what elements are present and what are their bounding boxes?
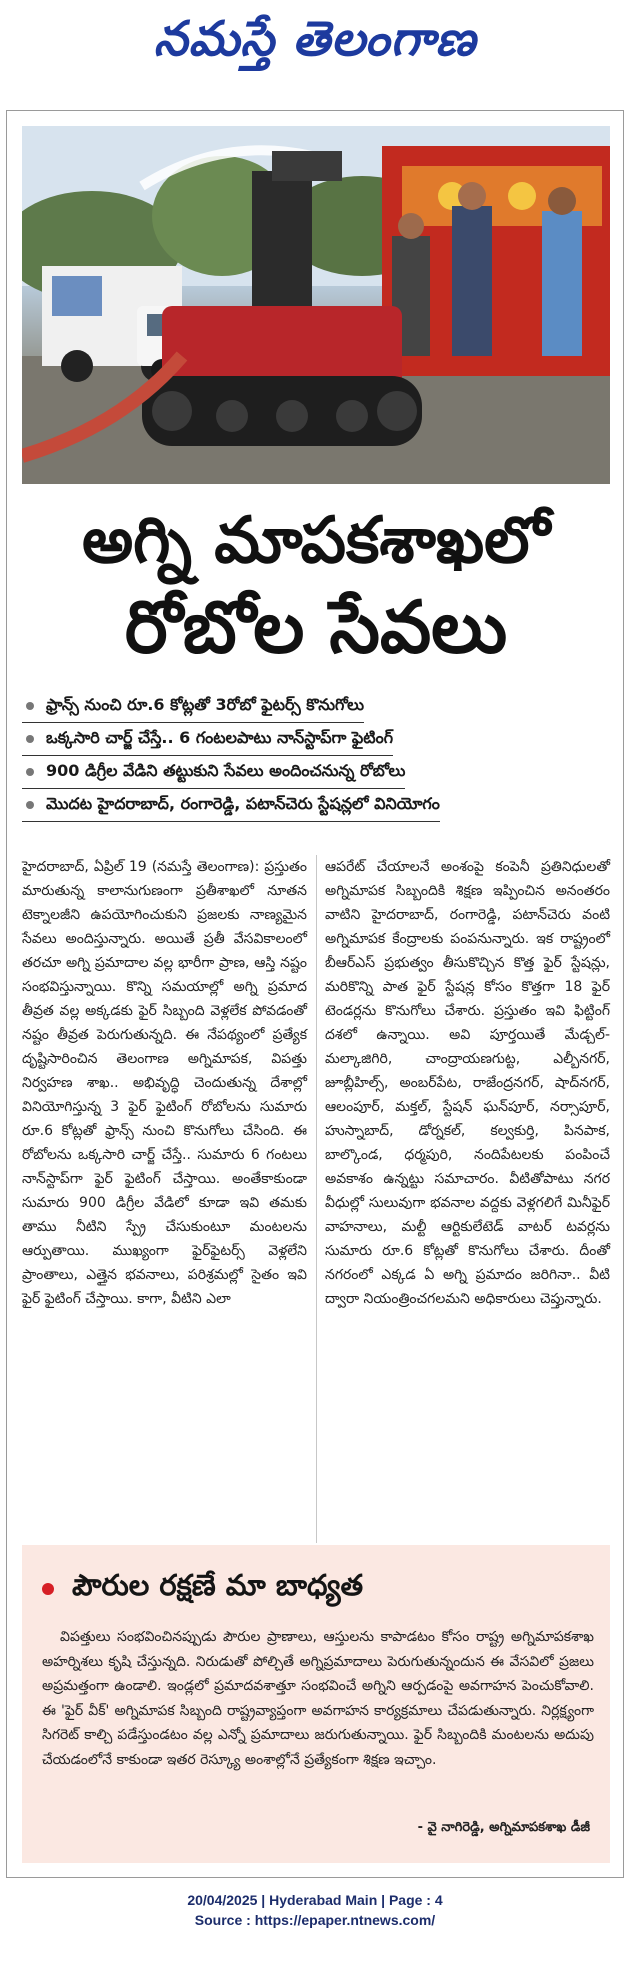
highlight-bullets bbox=[22, 690, 610, 822]
footer-source-link[interactable]: Source : https://epaper.ntnews.com/ bbox=[194, 1912, 436, 1928]
headline-line-1: అగ్ని మాపకశాఖలో bbox=[81, 503, 551, 578]
robot-photo-illustration bbox=[22, 126, 610, 484]
bullet-text: ఫ్రాన్స్ నుంచి రూ.6 కోట్లతో 3రోబో ఫైటర్స్ కొనుగోలు bbox=[46, 694, 365, 714]
news-photo bbox=[22, 126, 610, 484]
bullet-item bbox=[22, 690, 364, 723]
sidebar-heading bbox=[42, 1565, 363, 1613]
bullet-dot-icon bbox=[26, 735, 34, 743]
bullet-text: 900 డిగ్రీల వేడిని తట్టుకుని సేవలు అందించనున్న రోబోలు bbox=[46, 760, 406, 780]
article-column-1: హైదరాబాద్, ఏప్రిల్ 19 (నమస్తే తెలంగాణ): ప్రస్తుతం మారుతున్న కాలానుగుణంగా ప్రతీశాఖలో నూతన టెక్నాలజీని ఉపయోగించుకుని ప్రజలకు నాణ్యమైన సేవలు అందిస్తున్నారు. అయితే ప్రతీ వేసవికాలంలో తరచూ అగ్ని ప్రమాదాల వల్ల భారీగా ప్రాణ, ఆస్తి నష్టం సంభవిస్తున్నాయి. కొన్ని సమయాల్లో అగ్ని ప్రమాద తీవ్రత వల్ల అక్కడకు ఫైర్ సిబ్బంది వెళ్లలేక పోవడంతో నష్టం తీవ్రత పెరుగుతున్నది. ఈ నేపథ్యంలో ప్రత్యేక దృష్టిసారించిన తెలంగాణ అగ్నిమాపక, విపత్తు నిర్వహణ శాఖ.. అభివృద్ధి చెందుతున్న దేశాల్లో వినియోగిస్తున్న 3 ఫైర్ ఫైటింగ్ రోబోలను సుమారు రూ.6 కోట్లతో ఫ్రాన్స్ నుంచి కొనుగోలు చేసింది. ఈ రోబోలను ఒక్కసారి చార్జ్ చేస్తే.. సుమారు 6 గంటలు నాన్‌స్టాప్‌గా ఫైర్ ఫైటింగ్ చేస్తాయి. అంతేకాకుండా సుమారు 900 డిగ్రీల వేడిలో కూడా ఇవి తమకు తాము నీటిని స్ప్రే చేసుకుంటూ మంటలను ఆర్పుతాయి. ముఖ్యంగా ఫైర్‌ఫైటర్స్ వెళ్లలేని ప్రాంతాలు, ఎత్తైన భవనాలు, పరిశ్రమల్లో సైతం ఇవి ఫైర్ ఫైటింగ్ చేస్తాయి. కాగా, వీటిని ఎలా bbox=[22, 859, 307, 1307]
sidebar-signature: - వై నాగిరెడ్డి, అగ్నిమాపకశాఖ డీజీ bbox=[417, 1820, 590, 1835]
masthead-title: నమస్తే తెలంగాణ bbox=[153, 11, 477, 67]
headline-line-2: రోబోల సేవలు bbox=[124, 584, 508, 669]
bullet-text: మొదట హైదరాబాద్, రంగారెడ్డి, పటాన్‌చెరు స్టేషన్లలో వినియోగం bbox=[46, 793, 440, 813]
bullet-dot-icon bbox=[26, 702, 34, 710]
headline bbox=[22, 500, 610, 672]
bullet-dot-icon bbox=[26, 801, 34, 809]
column-divider bbox=[316, 855, 317, 1543]
article-body bbox=[22, 855, 610, 1543]
bullet-item bbox=[22, 723, 393, 756]
red-dot-icon bbox=[42, 1583, 54, 1595]
article-column-2: ఆపరేట్ చేయాలనే అంశంపై కంపెనీ ప్రతినిధులతో అగ్నిమాపక సిబ్బందికి శిక్షణ ఇప్పించిన అనంతరం వాటిని హైదరాబాద్, రంగారెడ్డి, పటాన్‌చెరు వంటి అగ్నిమాపక కేంద్రాలకు పంపనున్నారు. ఇక రాష్ట్రంలో బీఆర్ఎస్ ప్రభుత్వం తీసుకొచ్చిన కొత్త ఫైర్ స్టేషన్లు, మరికొన్ని పాత ఫైర్ స్టేషన్ల కోసం కొత్తగా 18 ఫైర్ టెండర్లను కొనుగోలు చేశారు. ప్రస్తుతం ఇవి ఫిట్టింగ్ దశలో ఉన్నాయి. అవి పూర్తయితే మేడ్చల్-మల్కాజిగిరి, చాంద్రాయణగుట్ట, ఎల్బీనగర్, జూబ్లీహిల్స్, అంబర్‌పేట, రాజేంద్రనగర్, షాద్‌నగర్, ఆలంపూర్, మక్తల్, స్టేషన్ ఘన్‌పూర్, నర్సాపూర్, హుస్నాబాద్, డోర్నకల్, కల్వకుర్తి, పినపాక, బాల్కొండ, ధర్మపురి, నందిపేటలకు పంపించే అవకాశం ఉన్నట్టు సమాచారం. వీటితోపాటు నగర వీధుల్లో సులువుగా భవనాల వద్దకు వెళ్లగలిగే మినీఫైర్ వాహనాలు, మల్టీ ఆర్టికులేటెడ్ వాటర్ టవర్లను సుమారు రూ.6 కోట్లతో కొనుగోలు చేశారు. దీంతో నగరంలో ఎక్కడ ఏ అగ్ని ప్రమాదం జరిగినా.. వీటి ద్వారా నియంత్రించగలమని అధికారులు చెప్తున్నారు. bbox=[325, 859, 610, 1307]
page-footer bbox=[0, 1890, 630, 1930]
bullet-dot-icon bbox=[26, 768, 34, 776]
sidebar-box bbox=[22, 1545, 610, 1863]
bullet-item bbox=[22, 756, 405, 789]
sidebar-title: పౌరుల రక్షణే మా బాధ్యత bbox=[72, 1568, 364, 1602]
masthead bbox=[0, 0, 630, 90]
bullet-text: ఒక్కసారి చార్జ్ చేస్తే.. 6 గంటలపాటు నాన్‌స్టాప్‌గా ఫైటింగ్ bbox=[46, 727, 394, 747]
sidebar-text: విపత్తులు సంభవించినప్పుడు పౌరుల ప్రాణాలు, ఆస్తులను కాపాడటం కోసం రాష్ట్ర అగ్నిమాపకశాఖ అహర్నిశలు కృషి చేస్తున్నది. నిరుడుతో పోల్చితే అగ్నిప్రమాదాలు పెరుగుతున్నందున ఈ వేసవిలో ప్రజలు అప్రమత్తంగా ఉండాలి. ఇండ్లలో ప్రమాదవశాత్తూ సంభవించే అగ్నిని ఆర్పడంపై అవగాహన పెంచుకోవాలి. ఈ 'ఫైర్ వీక్' అగ్నిమాపక సిబ్బంది రాష్ట్రవ్యాప్తంగా అవగాహన కార్యక్రమాలు చేపడుతున్నారు. నిర్లక్ష్యంగా సిగరెట్ కాల్చి పడేస్తుండటం వల్ల ఎన్నో ప్రమాదాలు జరుగుతున్నాయి. ఫైర్ సిబ్బందికి మంటలను అదుపు చేయడంలోనే కాకుండా ఇతర రెస్క్యూ అంశాల్లోనే ప్రత్యేకంగా శిక్షణ ఇచ్చాం. bbox=[42, 1629, 594, 1768]
footer-edition-info: 20/04/2025 | Hyderabad Main | Page : 4 bbox=[187, 1892, 443, 1908]
bullet-item bbox=[22, 789, 440, 822]
